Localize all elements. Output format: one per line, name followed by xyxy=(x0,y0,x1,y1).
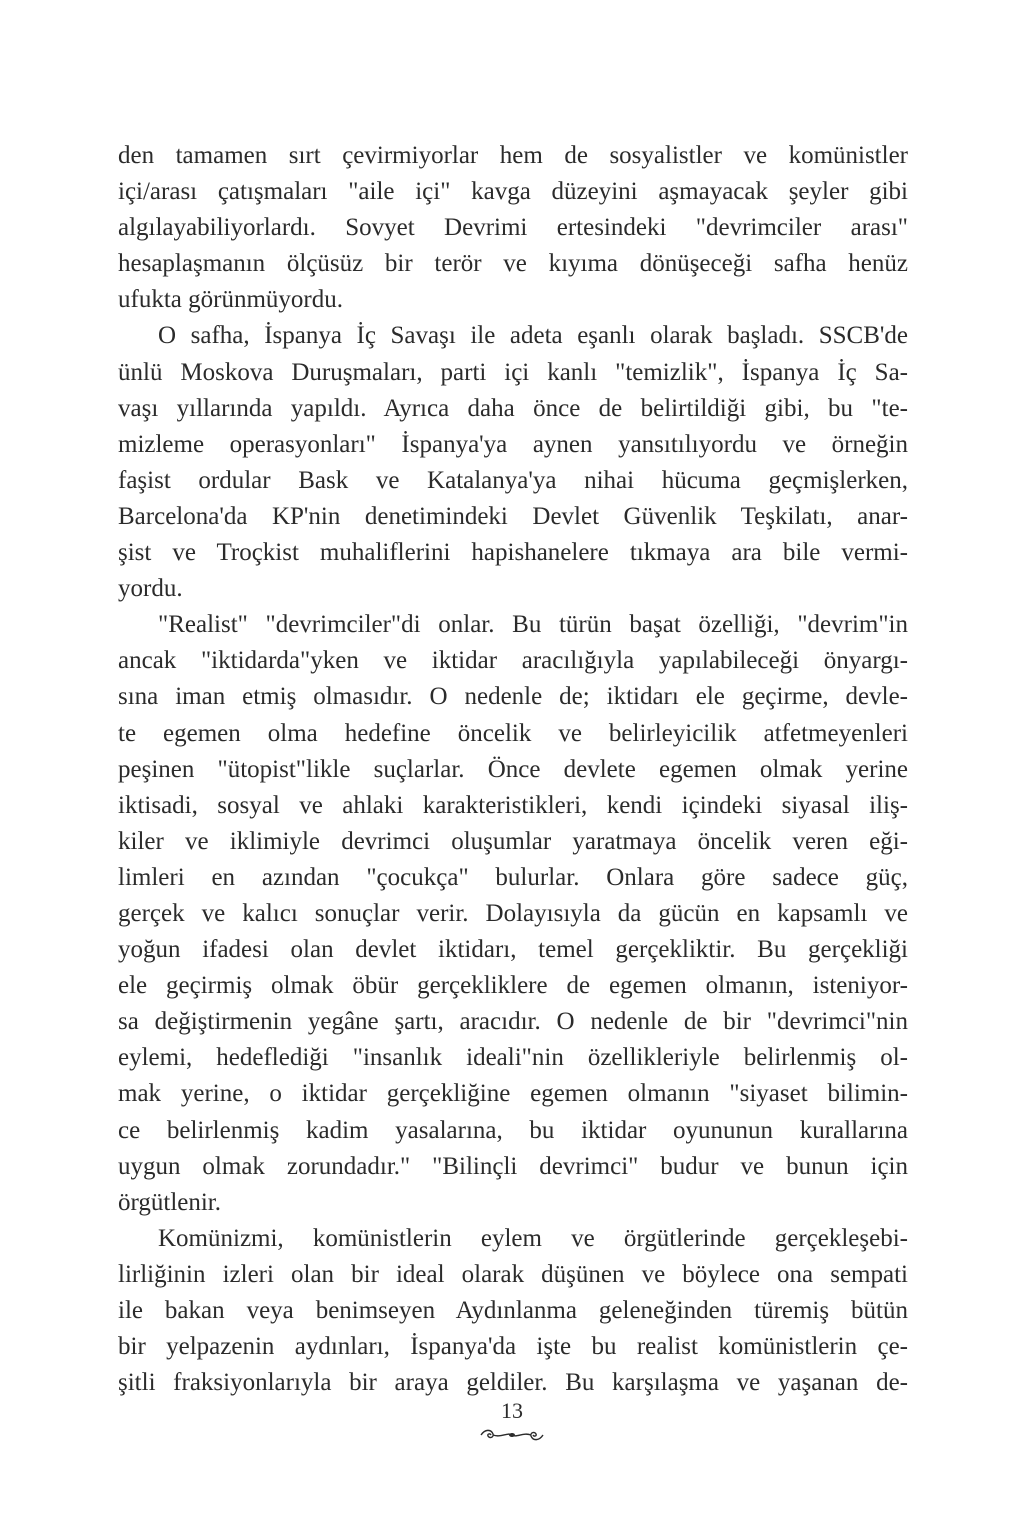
page-number: 13 xyxy=(501,1398,523,1423)
text-line: mak yerine, o iktidar gerçekliğine egemen olmanın "siyaset bilimin- xyxy=(118,1080,908,1108)
text-line: bir yelpazenin aydınları, İspanya'da işte bu realist komünistlerin çe- xyxy=(118,1333,908,1361)
body-text xyxy=(118,138,908,1401)
text-line: ce belirlenmiş kadim yasalarına, bu iktidar oyununun kurallarına xyxy=(118,1116,908,1144)
text-line: limleri en azından "çocukça" bulurlar. Onlara göre sadece güç, xyxy=(118,863,908,891)
text-line: lirliğinin izleri olan bir ideal olarak düşünen ve böylece ona sempati xyxy=(118,1260,908,1288)
text-line: hesaplaşmanın ölçüsüz bir terör ve kıyıma dönüşeceği safha henüz xyxy=(118,250,908,278)
text-line: ile bakan veya benimseyen Aydınlanma geleneğinden türemiş bütün xyxy=(118,1297,908,1324)
text-line: Komünizmi, komünistlerin eylem ve örgütlerinde gerçekleşebi- xyxy=(158,1224,908,1252)
text-line: gerçek ve kalıcı sonuçlar verir. Dolayısıyla da gücün en kapsamlı ve xyxy=(118,899,908,927)
page-footer xyxy=(0,1398,1024,1444)
text-line: Barcelona'da KP'nin denetimindeki Devlet Güvenlik Teşkilatı, anar- xyxy=(118,502,908,530)
text-line: O safha, İspanya İç Savaşı ile adeta eşanlı olarak başladı. SSCB'de xyxy=(158,322,908,350)
text-line: ufukta görünmüyordu. xyxy=(118,286,343,314)
text-line: faşist ordular Bask ve Katalanya'ya nihai hücuma geçmişlerken, xyxy=(118,466,908,494)
text-line: ancak "iktidarda"yken ve iktidar aracılığıyla yapılabileceği önyargı- xyxy=(118,647,908,675)
text-line: içi/arası çatışmaları "aile içi" kavga düzeyini aşmayacak şeyler gibi xyxy=(118,178,908,206)
text-line: sına iman etmiş olmasıdır. O nedenle de; iktidarı ele geçirme, devle- xyxy=(118,683,908,711)
text-line: kiler ve iklimiyle devrimci oluşumlar yaratmaya öncelik veren eği- xyxy=(118,827,908,855)
text-line: örgütlenir. xyxy=(118,1188,222,1216)
text-line: uygun olmak zorundadır." "Bilinçli devrimci" budur ve bunun için xyxy=(118,1152,908,1180)
text-line: den tamamen sırt çevirmiyorlar hem de sosyalistler ve komünistler xyxy=(118,142,908,169)
text-line: "Realist" "devrimciler"di onlar. Bu türün başat özelliği, "devrim"in xyxy=(158,611,908,639)
text-line: şist ve Troçkist muhaliflerini hapishanelere tıkmaya ara bile vermi- xyxy=(118,539,908,567)
scroll-flourish-icon xyxy=(477,1426,547,1444)
text-line: ünlü Moskova Duruşmaları, parti içi kanlı "temizlik", İspanya İç Sa- xyxy=(118,358,908,386)
text-line: şitli fraksiyonlarıyla bir araya geldiler. Bu karşılaşma ve yaşanan de- xyxy=(118,1369,908,1397)
text-line: yordu. xyxy=(118,575,183,603)
text-line: iktisadi, sosyal ve ahlaki karakteristikleri, kendi içindeki siyasal iliş- xyxy=(118,791,908,819)
text-line: te egemen olma hedefine öncelik ve belirleyicilik atfetmeyenleri xyxy=(118,719,908,747)
text-line: ele geçirmiş olmak öbür gerçekliklere de egemen olmanın, isteniyor- xyxy=(118,972,908,1000)
text-line: algılayabiliyorlardı. Sovyet Devrimi ertesindeki "devrimciler arası" xyxy=(118,214,908,242)
text-line: yoğun ifadesi olan devlet iktidarı, temel gerçekliktir. Bu gerçekliği xyxy=(118,936,908,964)
text-line: sa değiştirmenin yegâne şartı, aracıdır. O nedenle de bir "devrimci"nin xyxy=(118,1008,908,1036)
text-line: mizleme operasyonları" İspanya'ya aynen yansıtılıyordu ve örneğin xyxy=(118,430,908,458)
text-line: vaşı yıllarında yapıldı. Ayrıca daha önce de belirtildiği gibi, bu "te- xyxy=(118,394,908,422)
text-line: eylemi, hedeflediği "insanlık ideali"nin özellikleriyle belirlenmiş ol- xyxy=(118,1044,908,1072)
text-line: peşinen "ütopist"likle suçlarlar. Önce devlete egemen olmak yerine xyxy=(118,755,908,783)
